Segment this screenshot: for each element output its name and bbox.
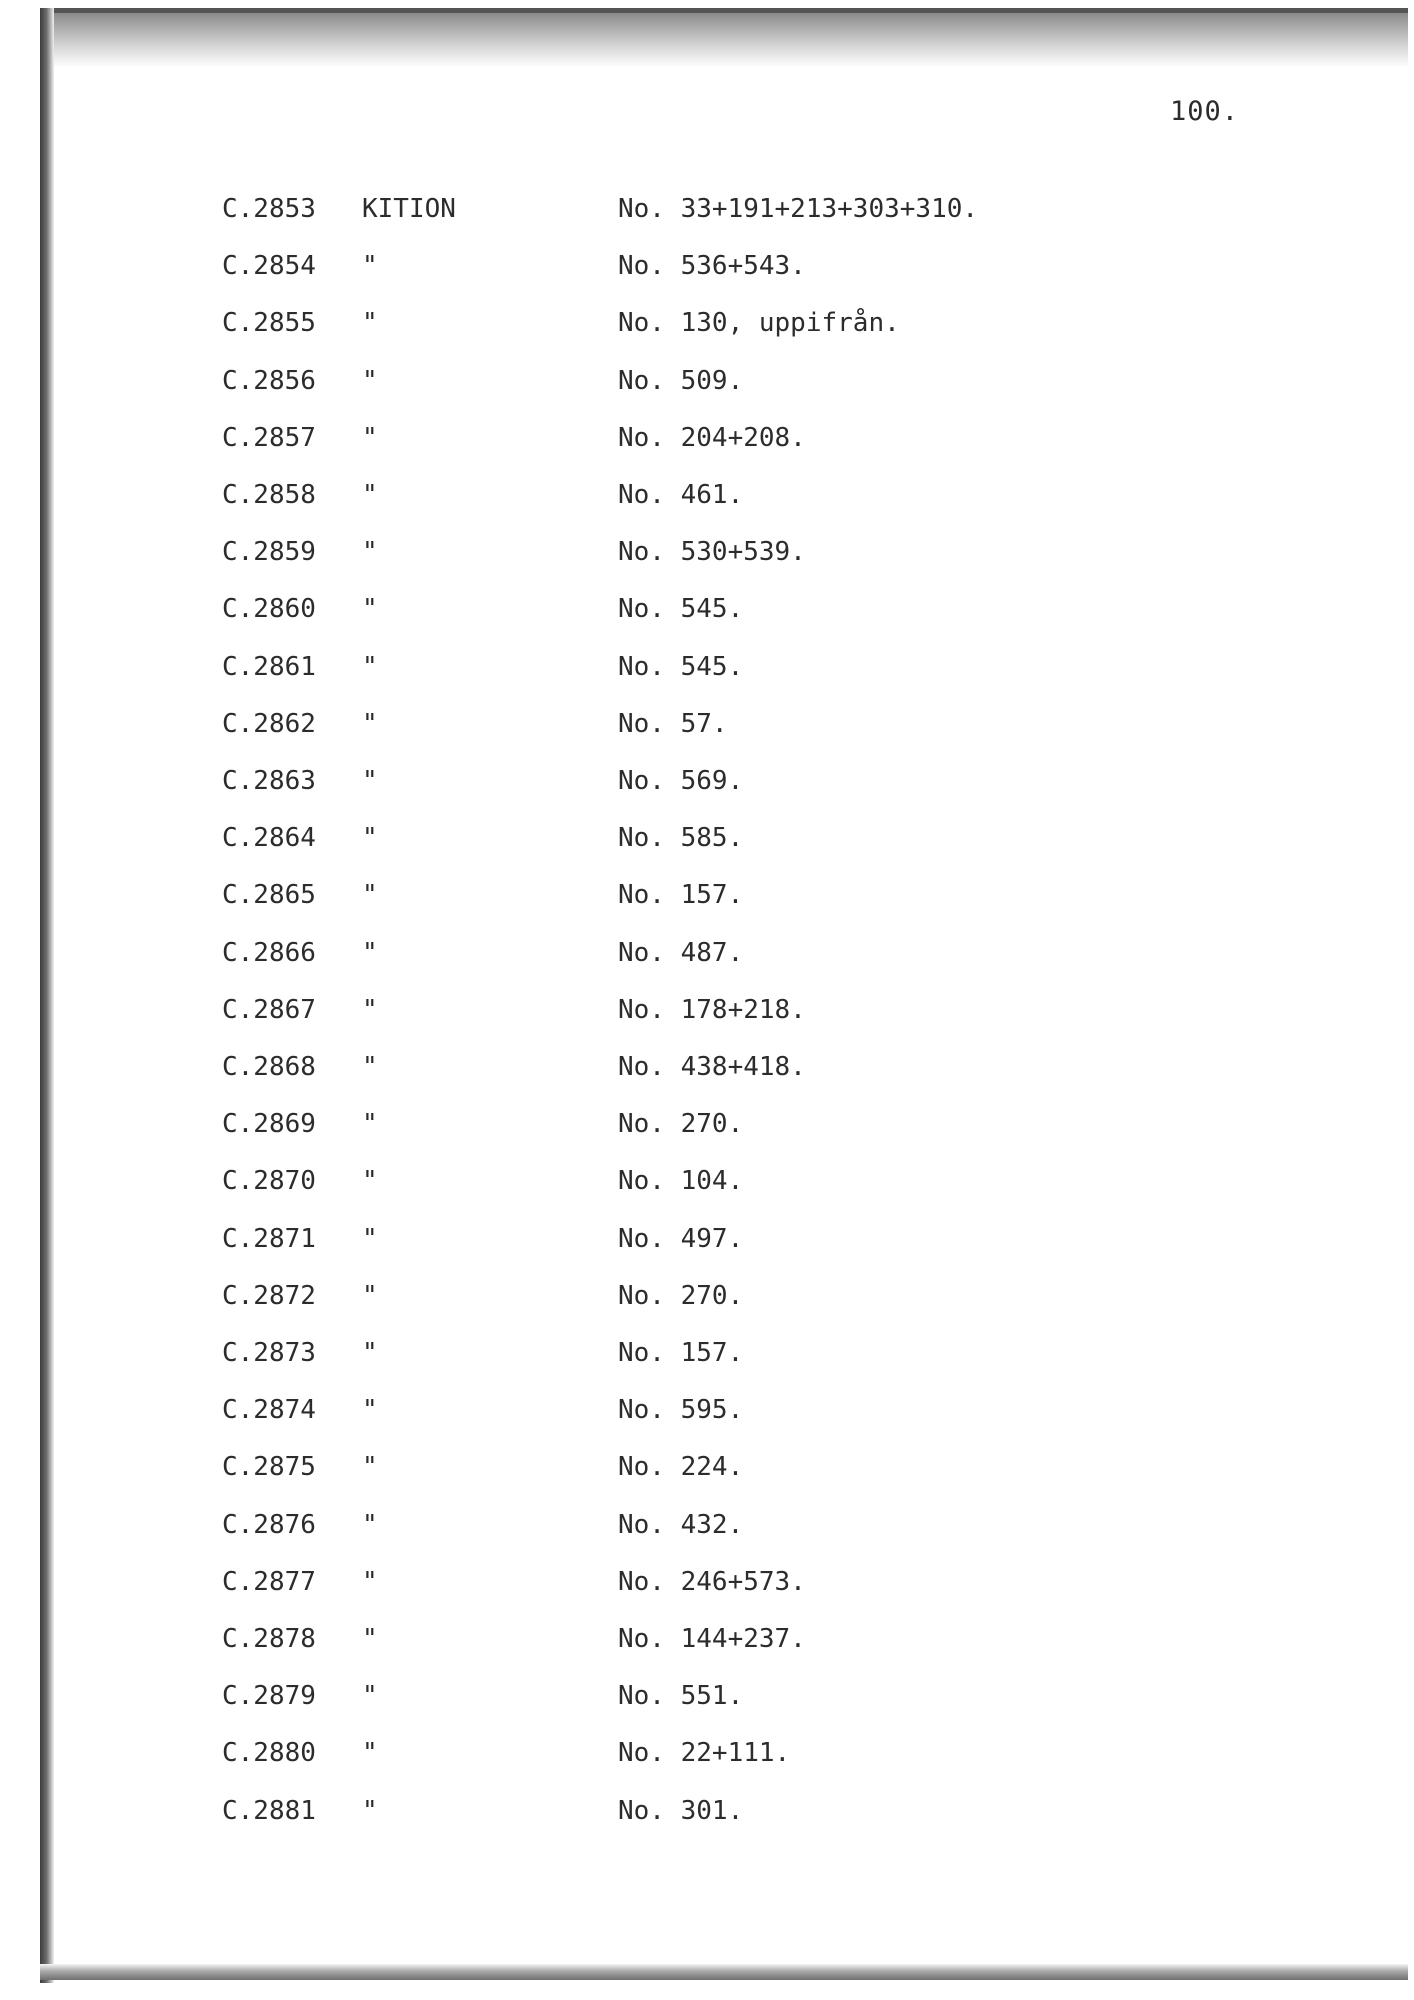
ledger-row [0, 1166, 1414, 1210]
ledger-row [0, 423, 1414, 467]
ditto-mark: " [362, 994, 378, 1025]
object-numbers: No. 509. [618, 365, 744, 396]
ledger-row [0, 1052, 1414, 1096]
ledger-row [0, 194, 1414, 238]
object-numbers: No. 487. [618, 937, 744, 968]
ditto-mark: " [362, 365, 378, 396]
object-numbers: No. 595. [618, 1395, 744, 1426]
ledger-row [0, 880, 1414, 924]
ditto-mark: " [362, 537, 378, 568]
ledger-row [0, 823, 1414, 867]
site-name: KITION [362, 194, 456, 224]
ledger-row [0, 1452, 1414, 1496]
ditto-mark: " [362, 251, 378, 282]
ledger-row [0, 1796, 1414, 1840]
ditto-mark: " [362, 766, 378, 796]
catalog-number: C.2855 [222, 308, 316, 339]
ditto-mark: " [362, 708, 378, 739]
ditto-mark: " [362, 1509, 378, 1540]
ditto-mark: " [362, 1395, 378, 1426]
page-number: 100. [1170, 96, 1240, 127]
object-numbers: No. 157. [618, 1338, 744, 1368]
ledger-row [0, 1224, 1414, 1268]
catalog-number: C.2859 [222, 537, 316, 568]
ditto-mark: " [362, 1624, 378, 1654]
object-numbers: No. 270. [618, 1280, 744, 1311]
catalog-number: C.2876 [222, 1509, 316, 1540]
object-numbers: No. 33+191+213+303+310. [618, 194, 979, 224]
object-numbers: No. 432. [618, 1509, 744, 1540]
ditto-mark: " [362, 1795, 378, 1826]
object-numbers: No. 270. [618, 1109, 744, 1140]
ledger-row [0, 1395, 1414, 1439]
catalog-number: C.2867 [222, 994, 316, 1025]
catalog-number: C.2871 [222, 1223, 316, 1254]
ledger-row [0, 537, 1414, 581]
catalog-number: C.2853 [222, 194, 316, 224]
object-numbers: No. 461. [618, 480, 744, 510]
ledger-row [0, 251, 1414, 295]
catalog-number: C.2872 [222, 1280, 316, 1311]
object-numbers: No. 130, uppifrån. [618, 308, 900, 339]
ditto-mark: " [362, 1338, 378, 1368]
catalog-number: C.2873 [222, 1338, 316, 1368]
object-numbers: No. 22+111. [618, 1738, 791, 1769]
ledger-row [0, 1281, 1414, 1325]
object-numbers: No. 536+543. [618, 251, 806, 282]
object-numbers: No. 246+573. [618, 1566, 806, 1597]
object-numbers: No. 178+218. [618, 994, 806, 1025]
catalog-number: C.2866 [222, 937, 316, 968]
catalog-number: C.2860 [222, 594, 316, 625]
ledger-row [0, 995, 1414, 1039]
ditto-mark: " [362, 1109, 378, 1140]
catalog-number: C.2880 [222, 1738, 316, 1769]
catalog-number: C.2856 [222, 365, 316, 396]
ledger-row [0, 1109, 1414, 1153]
ledger-row [0, 480, 1414, 524]
object-numbers: No. 585. [618, 823, 744, 854]
catalog-number: C.2874 [222, 1395, 316, 1426]
ledger-row [0, 766, 1414, 810]
ledger-row [0, 938, 1414, 982]
catalog-number: C.2862 [222, 708, 316, 739]
catalog-number: C.2878 [222, 1624, 316, 1654]
object-numbers: No. 204+208. [618, 422, 806, 453]
catalog-number: C.2879 [222, 1681, 316, 1712]
ledger-row [0, 1738, 1414, 1782]
object-numbers: No. 157. [618, 880, 744, 911]
ledger-row [0, 594, 1414, 638]
catalog-number: C.2877 [222, 1566, 316, 1597]
object-numbers: No. 301. [618, 1795, 744, 1826]
catalog-number: C.2875 [222, 1452, 316, 1483]
object-numbers: No. 545. [618, 594, 744, 625]
object-numbers: No. 144+237. [618, 1624, 806, 1654]
scan-edge-top [40, 8, 1408, 13]
ledger-row [0, 1510, 1414, 1554]
catalog-number: C.2858 [222, 480, 316, 510]
object-numbers: No. 104. [618, 1166, 744, 1197]
catalog-number: C.2854 [222, 251, 316, 282]
object-numbers: No. 438+418. [618, 1052, 806, 1082]
ditto-mark: " [362, 422, 378, 453]
ditto-mark: " [362, 594, 378, 625]
ditto-mark: " [362, 1166, 378, 1197]
ditto-mark: " [362, 1566, 378, 1597]
object-numbers: No. 545. [618, 651, 744, 682]
scan-shadow-bottom [40, 1964, 1408, 1980]
ditto-mark: " [362, 1052, 378, 1082]
ditto-mark: " [362, 1738, 378, 1769]
catalog-number: C.2863 [222, 766, 316, 796]
catalog-number: C.2868 [222, 1052, 316, 1082]
ledger-row [0, 1624, 1414, 1668]
object-numbers: No. 224. [618, 1452, 744, 1483]
ledger-row [0, 1567, 1414, 1611]
ditto-mark: " [362, 1280, 378, 1311]
catalog-number: C.2857 [222, 422, 316, 453]
object-numbers: No. 530+539. [618, 537, 806, 568]
ledger-row [0, 652, 1414, 696]
catalog-number: C.2864 [222, 823, 316, 854]
scan-shadow-top [40, 8, 1408, 66]
ledger-row [0, 308, 1414, 352]
catalog-number: C.2881 [222, 1795, 316, 1826]
ledger-row [0, 709, 1414, 753]
ditto-mark: " [362, 1223, 378, 1254]
ditto-mark: " [362, 937, 378, 968]
object-numbers: No. 551. [618, 1681, 744, 1712]
catalog-number: C.2861 [222, 651, 316, 682]
ledger-row [0, 1681, 1414, 1725]
catalog-number: C.2869 [222, 1109, 316, 1140]
object-numbers: No. 57. [618, 708, 728, 739]
catalog-number: C.2870 [222, 1166, 316, 1197]
object-numbers: No. 497. [618, 1223, 744, 1254]
ditto-mark: " [362, 1452, 378, 1483]
object-numbers: No. 569. [618, 766, 744, 796]
ditto-mark: " [362, 308, 378, 339]
ditto-mark: " [362, 823, 378, 854]
ledger-row [0, 366, 1414, 410]
ditto-mark: " [362, 651, 378, 682]
ditto-mark: " [362, 1681, 378, 1712]
catalog-number: C.2865 [222, 880, 316, 911]
ditto-mark: " [362, 880, 378, 911]
ditto-mark: " [362, 480, 378, 510]
ledger-row [0, 1338, 1414, 1382]
